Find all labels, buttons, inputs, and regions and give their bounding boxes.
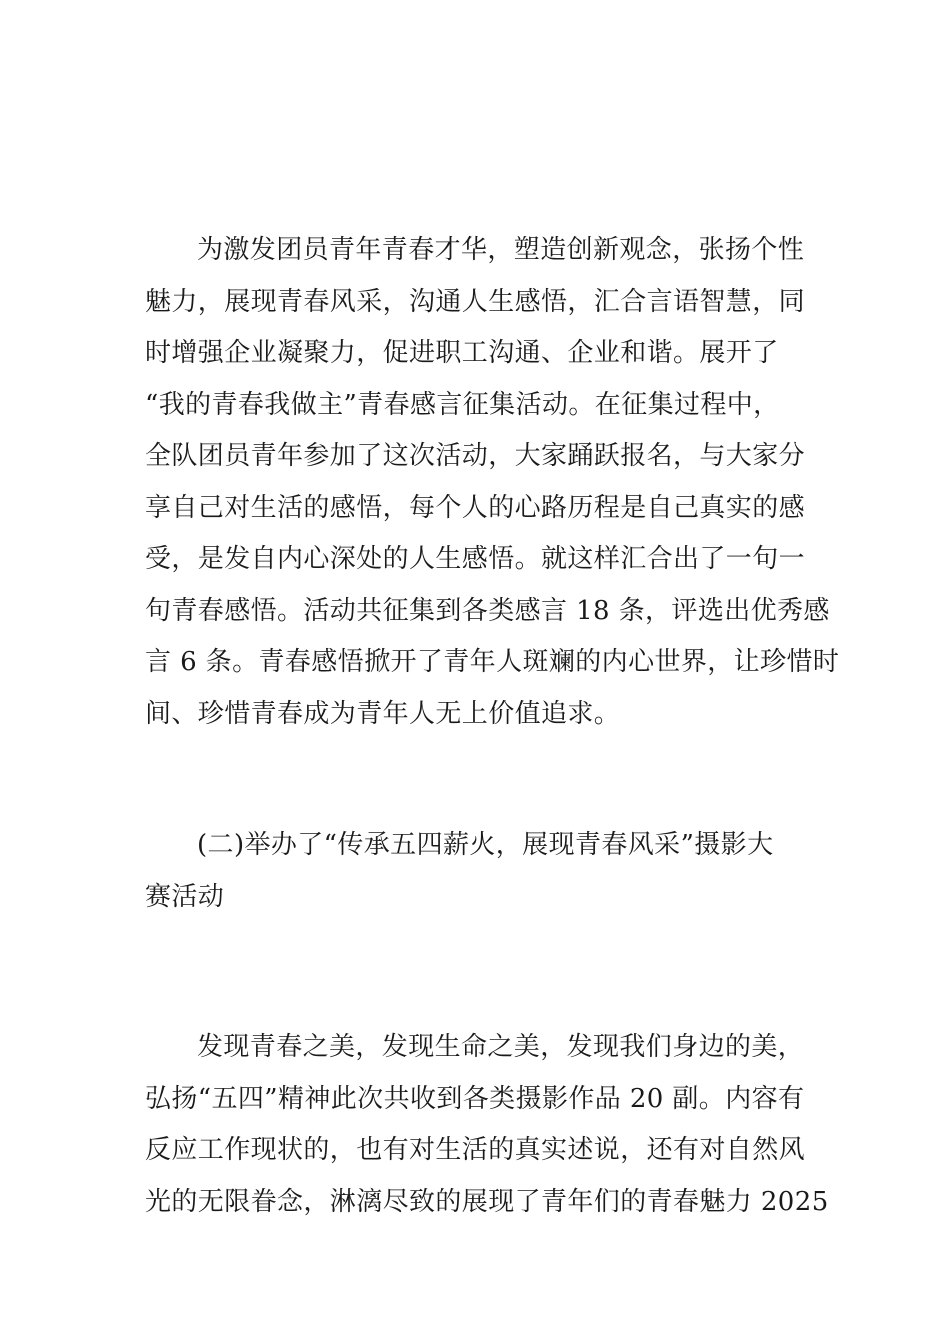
paragraph-line: “我的青春我做主”青春感言征集活动。在征集过程中， bbox=[145, 389, 780, 420]
paragraph-line: 受，是发自内心深处的人生感悟。就这样汇合出了一句一 bbox=[145, 544, 806, 574]
paragraph-line: 句青春感悟。活动共征集到各类感言 18 条，评选出优秀感 bbox=[145, 595, 830, 626]
paragraph-line: 为激发团员青年青春才华，塑造创新观念，张扬个性 bbox=[197, 235, 805, 265]
paragraph-line: 时增强企业凝聚力，促进职工沟通、企业和谐。展开了 bbox=[145, 338, 779, 368]
paragraph-line: 弘扬“五四”精神此次共收到各类摄影作品 20 副。内容有 bbox=[145, 1083, 805, 1114]
paragraph-line: 言 6 条。青春感悟掀开了青年人斑斓的内心世界，让珍惜时 bbox=[145, 647, 840, 677]
paragraph-line: 间、珍惜青春成为青年人无上价值追求。 bbox=[145, 698, 621, 729]
paragraph-line: 发现青春之美，发现生命之美，发现我们身边的美， bbox=[197, 1032, 805, 1062]
heading-line: (二)举办了“传承五四薪火，展现青春风采”摄影大 bbox=[197, 830, 774, 860]
paragraph-line: 享自己对生活的感悟，每个人的心路历程是自己真实的感 bbox=[145, 492, 806, 523]
paragraph-line: 魅力，展现青春风采，沟通人生感悟，汇合言语智慧，同 bbox=[145, 286, 806, 317]
paragraph-line: 全队团员青年参加了这次活动，大家踊跃报名，与大家分 bbox=[145, 441, 806, 471]
paragraph-line: 光的无限眷念，淋漓尽致的展现了青年们的青春魅力 2025 bbox=[145, 1186, 829, 1217]
paragraph-line: 反应工作现状的，也有对生活的真实述说，还有对自然风 bbox=[145, 1135, 806, 1165]
heading-line: 赛活动 bbox=[145, 881, 225, 912]
